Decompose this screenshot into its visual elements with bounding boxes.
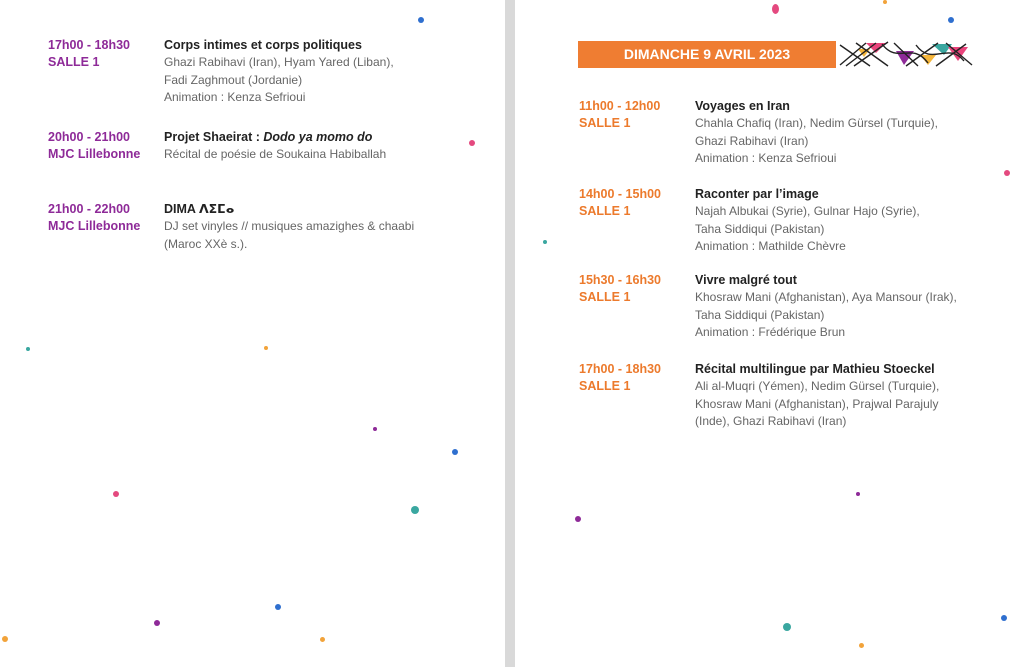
event-line: Taha Siddiqui (Pakistan): [695, 307, 825, 322]
event-line: Chahla Chafiq (Iran), Nedim Gürsel (Turquie),: [695, 116, 938, 130]
event-line: Animation : Kenza Sefrioui: [695, 151, 837, 165]
page-gutter: [505, 0, 515, 667]
event-title-text: Projet Shaeirat :: [164, 130, 264, 144]
confetti-dot: [411, 506, 419, 514]
confetti-dot: [320, 637, 325, 642]
event-time-block: [48, 129, 168, 162]
event-time-block: [579, 98, 699, 131]
confetti-dot: [2, 636, 8, 642]
confetti-dot: [543, 240, 547, 244]
confetti-dot: [859, 643, 864, 648]
event-time-block: [48, 37, 168, 70]
event-line: Fadi Zaghmout (Jordanie): [164, 72, 303, 87]
event-line: Khosraw Mani (Afghanistan), Prajwal Parajuly: [695, 396, 939, 411]
left-page: [0, 0, 505, 667]
event-title: [164, 37, 464, 54]
event-description: [164, 37, 464, 107]
confetti-dot: [418, 17, 424, 23]
event-time: 17h00 - 18h30: [579, 362, 661, 376]
event-line: Khosraw Mani (Afghanistan), Aya Mansour (Irak),: [695, 290, 957, 304]
event-time: 17h00 - 18h30: [48, 38, 130, 52]
confetti-dot: [154, 620, 160, 626]
event-description: [695, 186, 995, 256]
event-time-block: [579, 361, 699, 394]
confetti-dot: [469, 140, 475, 146]
event-title: Récital multilingue par Mathieu Stoeckel: [695, 362, 935, 376]
event-line: (Inde), Ghazi Rabihavi (Iran): [695, 414, 847, 428]
confetti-dot: [264, 346, 268, 350]
event-line: Animation : Frédérique Brun: [695, 325, 846, 339]
event-line: Najah Albukai (Syrie), Gulnar Hajo (Syrie),: [695, 204, 920, 218]
event-place: SALLE 1: [579, 115, 631, 130]
event-place: SALLE 1: [579, 289, 631, 304]
event-title-text: DIMA ⴷⵉⵎⴰ: [164, 202, 235, 216]
confetti-dot: [575, 516, 581, 522]
event-line: (Maroc XXè s.).: [164, 236, 248, 251]
event-title: Voyages en Iran: [695, 99, 790, 113]
event-title-text: Corps intimes et corps politiques: [164, 38, 362, 52]
event-description: [695, 98, 995, 168]
event-place: SALLE 1: [579, 378, 631, 393]
confetti-dot: [1004, 170, 1010, 176]
event-place: SALLE 1: [579, 203, 631, 218]
event-line: Ghazi Rabihavi (Iran): [695, 133, 809, 148]
event-time: 14h00 - 15h00: [579, 187, 661, 201]
event-line: Animation : Mathilde Chèvre: [695, 239, 846, 253]
event-title-emphasis: Dodo ya momo do: [263, 130, 373, 144]
event-description: [695, 272, 995, 342]
event-line: Taha Siddiqui (Pakistan): [695, 221, 825, 236]
confetti-dot: [783, 623, 791, 631]
event-line: Ghazi Rabihavi (Iran), Hyam Yared (Liban),: [164, 55, 394, 69]
confetti-dot: [948, 17, 954, 23]
banner-pattern-icon: [836, 41, 973, 68]
event-place: MJC Lillebonne: [48, 146, 141, 161]
event-time: 20h00 - 21h00: [48, 130, 130, 144]
event-title: Raconter par l’image: [695, 187, 819, 201]
confetti-dot: [452, 449, 458, 455]
event-time: 21h00 - 22h00: [48, 202, 130, 216]
confetti-dot: [373, 427, 377, 431]
event-place: SALLE 1: [48, 54, 100, 69]
confetti-dot: [275, 604, 281, 610]
event-time: 11h00 - 12h00: [579, 99, 661, 113]
event-time: 15h30 - 16h30: [579, 273, 661, 287]
event-title: [164, 129, 464, 146]
confetti-dot: [883, 0, 887, 4]
event-line: Récital de poésie de Soukaina Habiballah: [164, 147, 387, 161]
event-description: [695, 361, 995, 431]
event-title: [164, 201, 464, 218]
confetti-dot: [26, 347, 30, 351]
event-title: Vivre malgré tout: [695, 273, 797, 287]
banner-title: DIMANCHE 9 AVRIL 2023: [623, 46, 791, 62]
event-description: [164, 129, 464, 164]
event-place: MJC Lillebonne: [48, 218, 141, 233]
right-page: [515, 0, 1024, 667]
event-line: Animation : Kenza Sefrioui: [164, 90, 306, 104]
event-time-block: [579, 186, 699, 219]
event-time-block: [579, 272, 699, 305]
confetti-dot: [772, 4, 779, 14]
event-line: Ali al-Muqri (Yémen), Nedim Gürsel (Turquie),: [695, 379, 940, 393]
event-description: [164, 201, 464, 253]
confetti-dot: [113, 491, 119, 497]
date-banner: [578, 41, 973, 68]
confetti-dot: [1001, 615, 1007, 621]
event-time-block: [48, 201, 168, 234]
confetti-dot: [856, 492, 860, 496]
event-line: DJ set vinyles // musiques amazighes & chaabi: [164, 219, 415, 233]
